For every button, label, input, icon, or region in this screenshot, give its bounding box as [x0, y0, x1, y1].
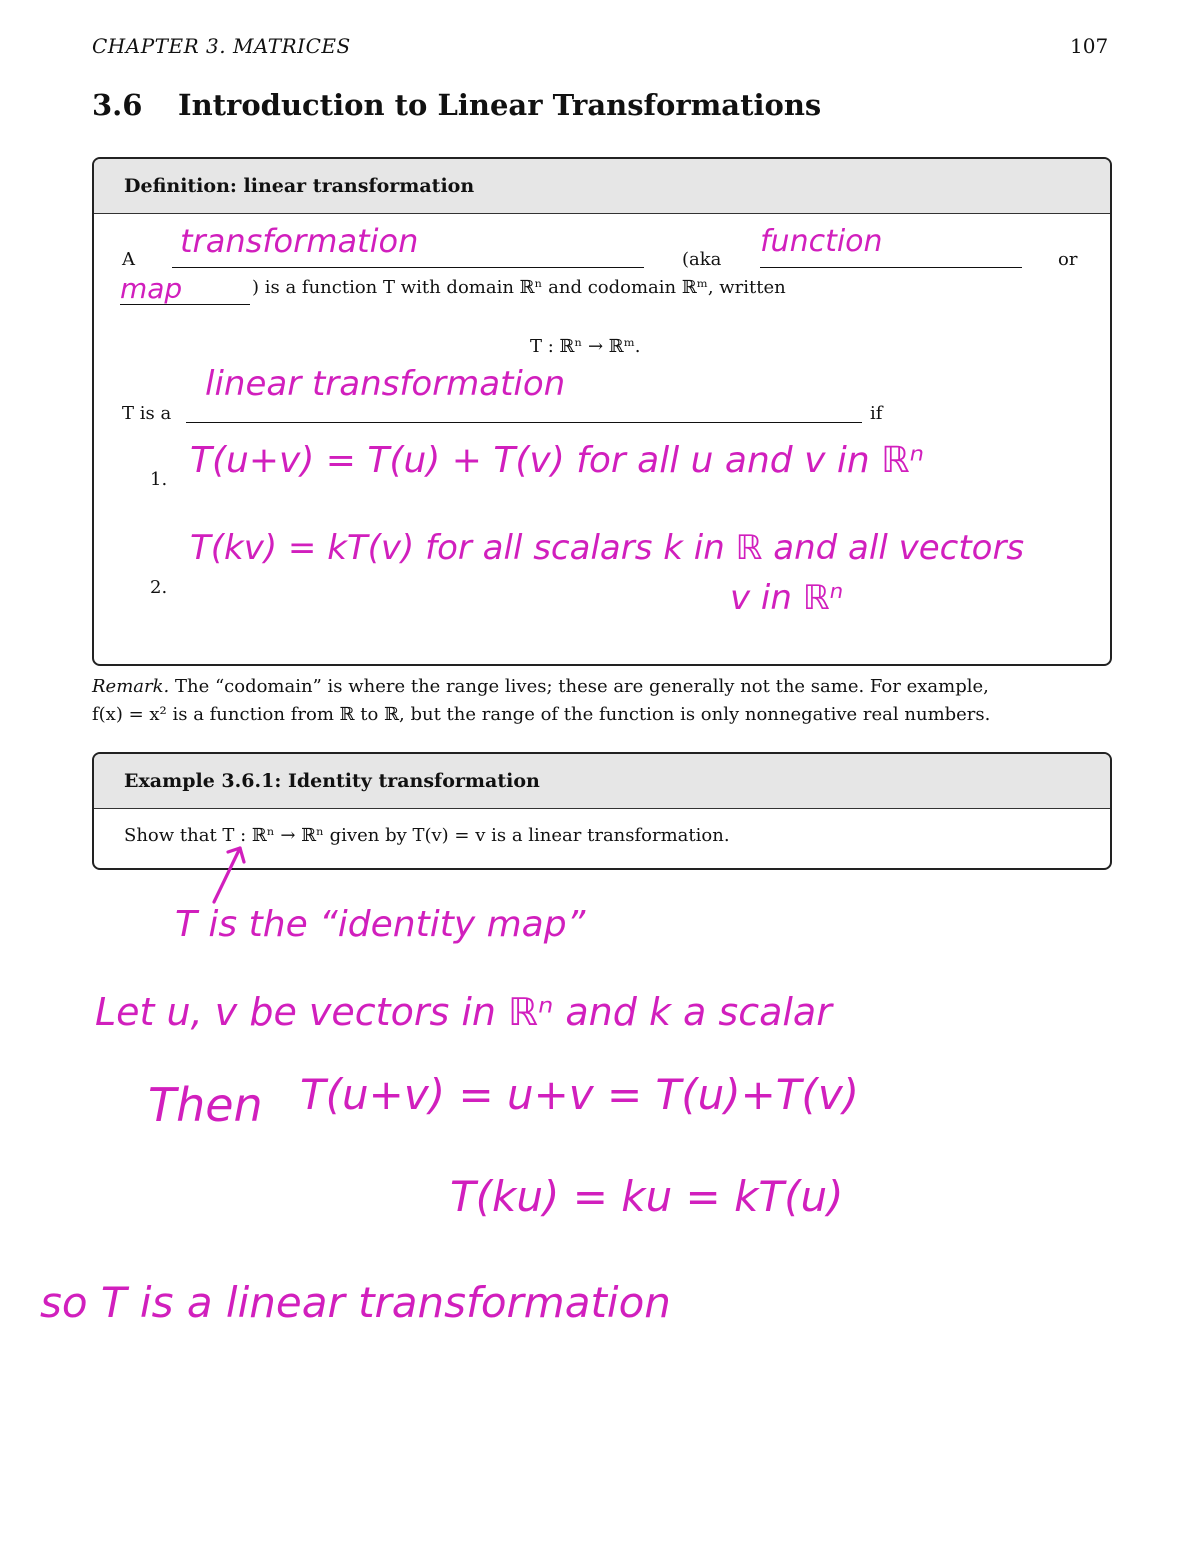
remark-line-1	[92, 676, 1108, 697]
handwriting-note: T is the “identity map”	[175, 904, 586, 945]
section-number: 3.6	[92, 88, 143, 122]
item-1-number: 1.	[150, 469, 168, 490]
handwriting-condition-1: T(u+v) = T(u) + T(v) for all u and v in ℝⁿ	[190, 440, 924, 481]
arrow-icon	[200, 840, 260, 910]
handwriting-then-label: Then	[148, 1078, 263, 1132]
handwriting-let: Let u, v be vectors in ℝⁿ and k a scalar	[95, 990, 832, 1034]
handwriting-scalar-equation: T(ku) = ku = kT(u)	[450, 1172, 844, 1221]
handwriting-blank-3: map	[120, 272, 183, 305]
page-number: 107	[1070, 34, 1109, 58]
remark-label: Remark.	[92, 676, 170, 697]
running-header: CHAPTER 3. MATRICES	[92, 34, 351, 58]
def-display-math: T : ℝⁿ → ℝᵐ.	[530, 336, 641, 357]
item-2-number: 2.	[150, 577, 168, 598]
def-a: A	[122, 249, 135, 270]
def-t-is-a: T is a	[122, 403, 172, 424]
def-line2: ) is a function T with domain ℝⁿ and codomain ℝᵐ, written	[252, 277, 786, 298]
handwriting-condition-2b: v in ℝⁿ	[730, 578, 844, 618]
example-title: Example 3.6.1: Identity transformation	[94, 754, 1110, 809]
blank-4	[186, 422, 862, 423]
section-heading	[92, 88, 821, 122]
def-or: or	[1058, 249, 1078, 270]
handwriting-condition-2a: T(kv) = kT(v) for all scalars k in ℝ and all vectors	[190, 528, 1025, 568]
handwriting-blank-2: function	[760, 224, 883, 259]
def-aka: (aka	[682, 249, 722, 270]
remark-line-2: f(x) = x² is a function from ℝ to ℝ, but the range of the function is only nonnegative real numbers.	[92, 704, 991, 725]
example-text: Show that T : ℝⁿ → ℝⁿ given by T(v) = v is a linear transformation.	[124, 825, 730, 846]
section-title: Introduction to Linear Transformations	[178, 88, 822, 122]
remark-text-1: The “codomain” is where the range lives; these are generally not the same. For example,	[174, 676, 989, 697]
definition-title: Definition: linear transformation	[94, 159, 1110, 214]
handwriting-blank-4: linear transformation	[205, 364, 566, 404]
blank-2	[760, 267, 1022, 268]
handwriting-blank-1: transformation	[180, 222, 419, 260]
handwriting-then-equation: T(u+v) = u+v = T(u)+T(v)	[300, 1070, 860, 1119]
blank-1	[172, 267, 644, 268]
handwriting-conclusion: so T is a linear transformation	[40, 1278, 671, 1327]
def-if: if	[870, 403, 883, 424]
